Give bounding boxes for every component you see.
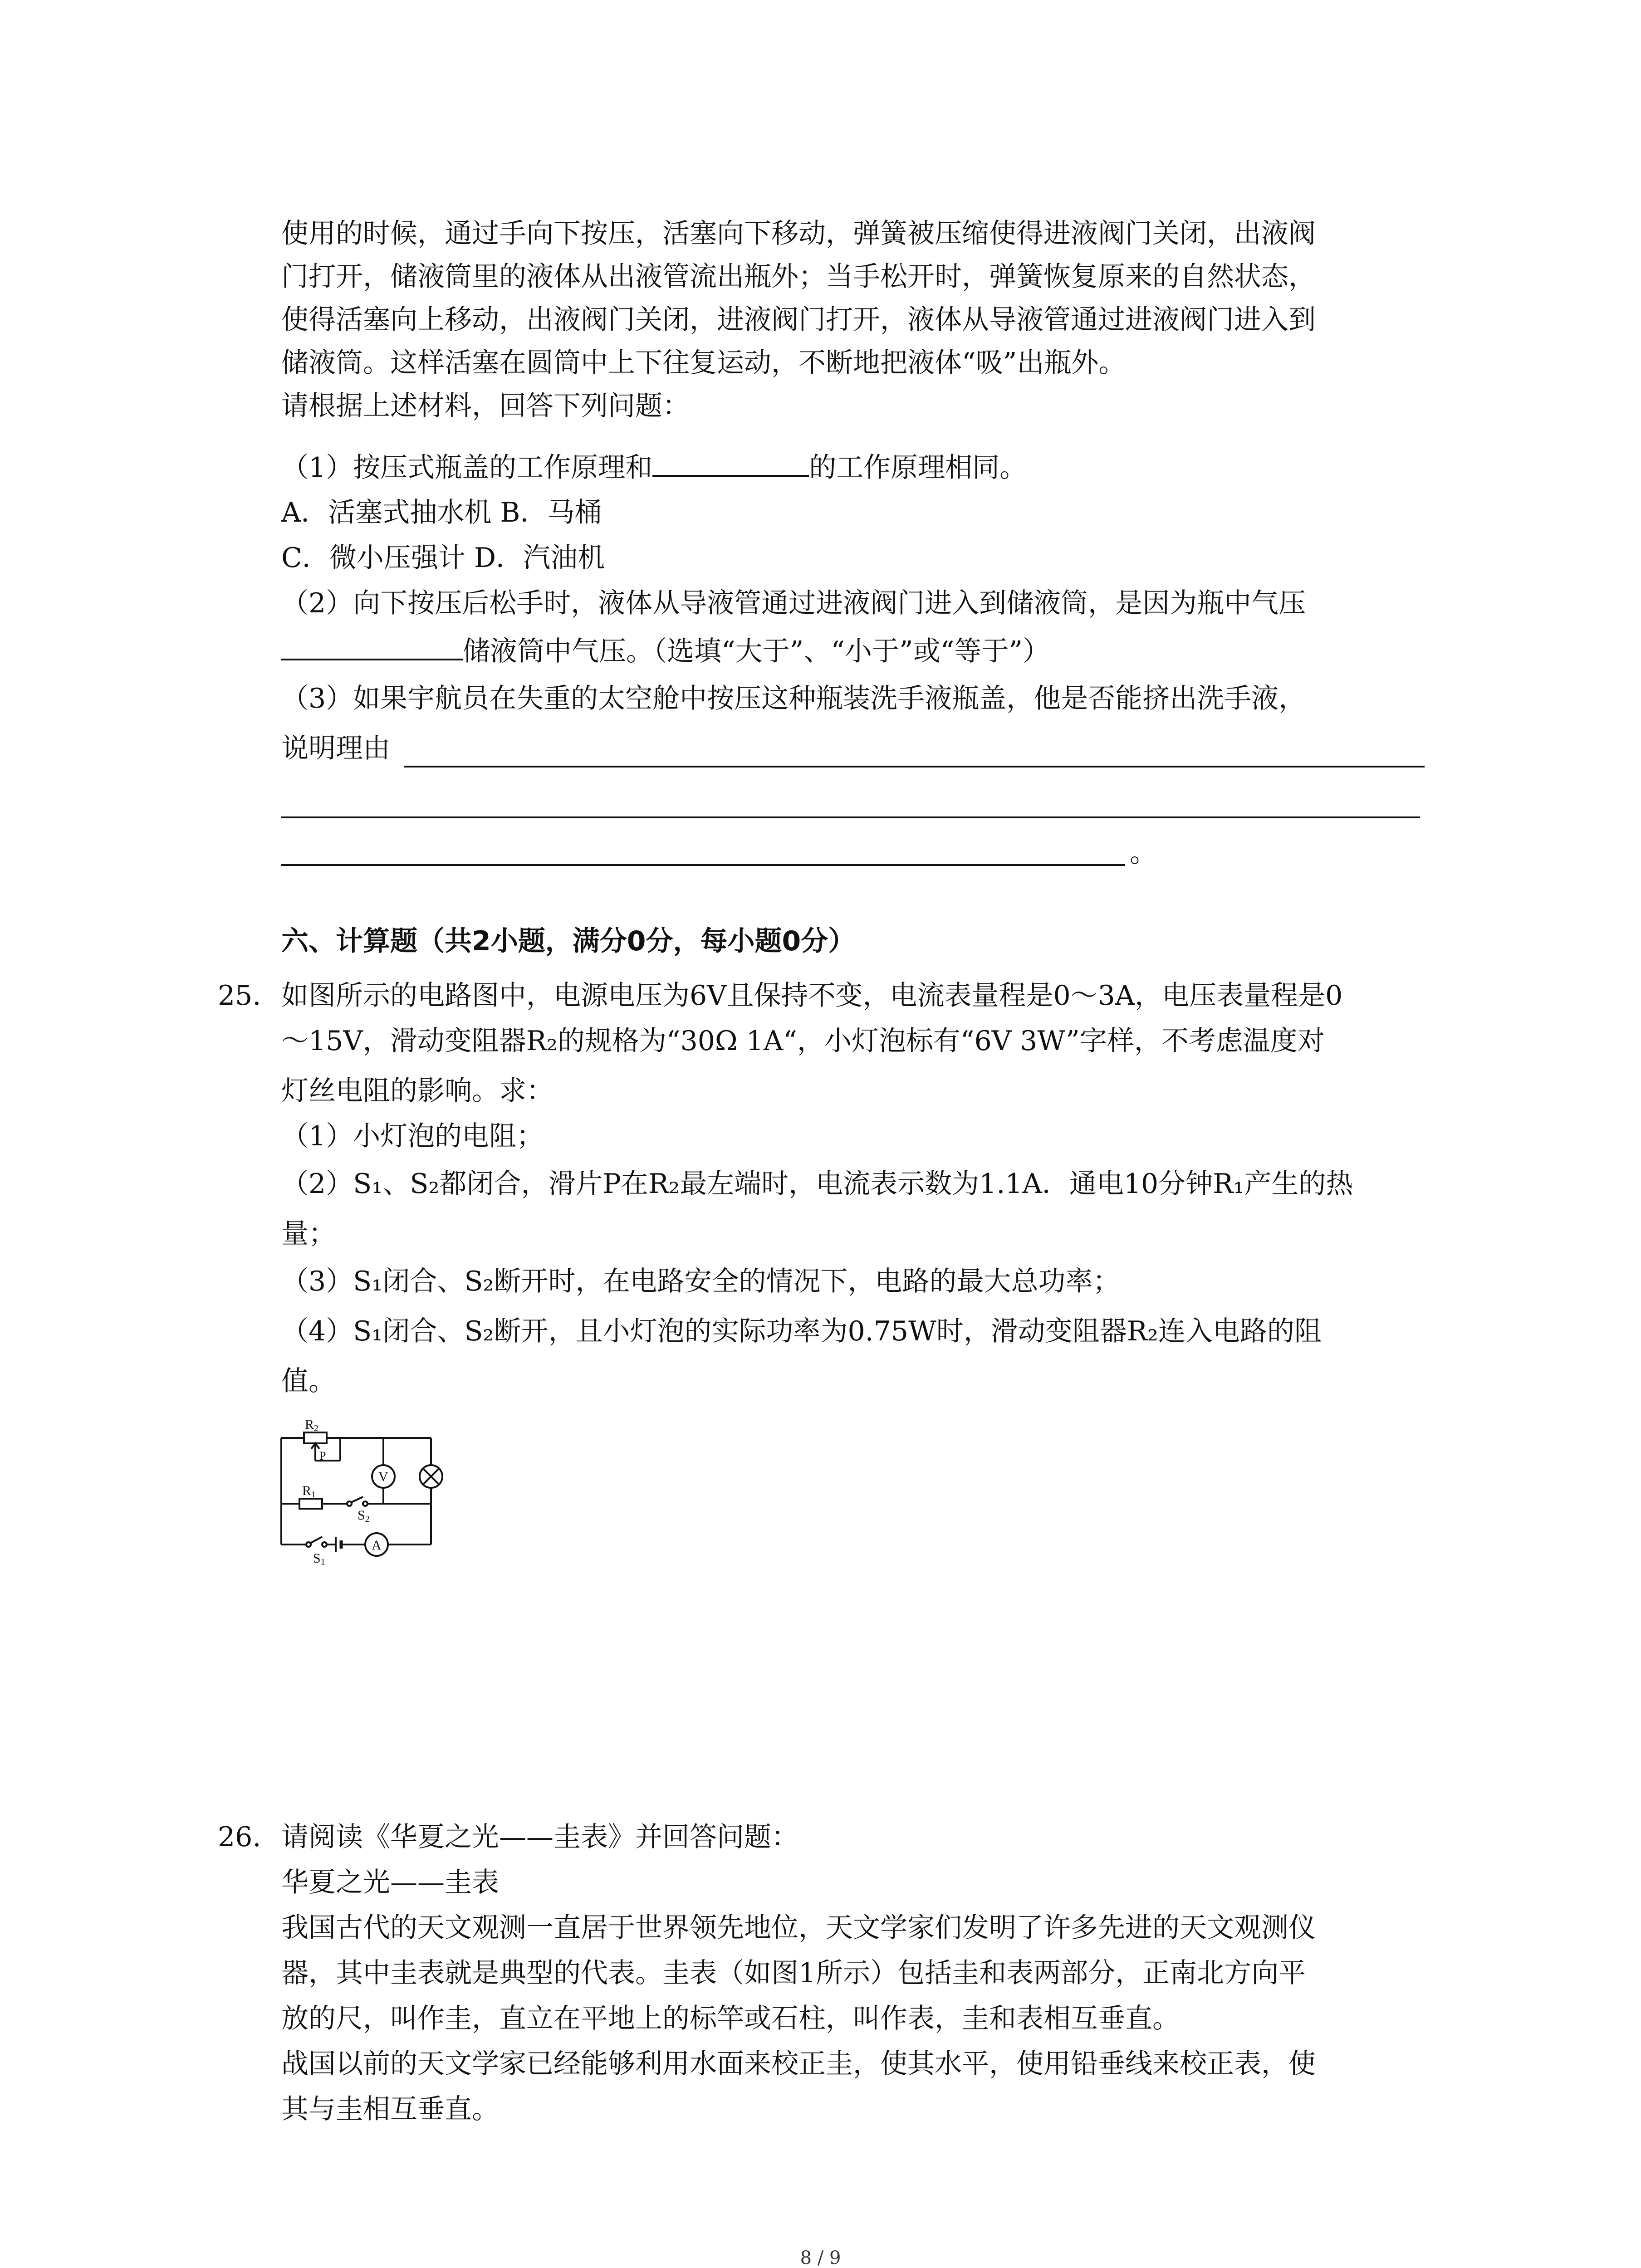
slider-label: P [319, 1449, 326, 1462]
passage-line-4: 储液筒。这样活塞在圆筒中上下往复运动，不断地把液体“吸”出瓶外。 [281, 347, 1126, 379]
q24-part2-line2 [281, 631, 1050, 670]
q26-number: 26. [218, 1821, 261, 1853]
q25-line-1: 如图所示的电路图中，电源电压为6V且保持不变，电流表量程是0～3A，电压表量程是0 [281, 980, 1343, 1012]
passage-line-2: 门打开，储液筒里的液体从出液管流出瓶外；当手松开时，弹簧恢复原来的自然状态， [281, 261, 1316, 293]
passage-line-3: 使得活塞向上移动，出液阀门关闭，进液阀门打开，液体从导液管通过进液阀门进入到 [281, 304, 1316, 336]
svg-text:R1 [302, 1483, 316, 1500]
passage-instruction: 请根据上述材料，回答下列问题： [281, 390, 690, 422]
q25-line-5: （2）S₁、S₂都闭合，滑片P在R₂最左端时，电流表示数为1.1A．通电10分钟R₁产生的热 [281, 1168, 1353, 1200]
q24-part2-text: 储液筒中气压。（选填“大于”、“小于”或“等于”） [463, 635, 1050, 667]
q24-answer-end: 。 [1130, 837, 1157, 869]
q25-line-6: 量； [281, 1218, 336, 1250]
q26-line-2: 华夏之光——圭表 [281, 1867, 499, 1898]
q25-number: 25. [218, 980, 261, 1012]
s1-sub: 1 [320, 1557, 325, 1567]
switch-s1 [310, 1537, 322, 1543]
q25-line-2: ～15V，滑动变阻器R₂的规格为“30Ω 1A“，小灯泡标有“6V 3W”字样，不考虑温度对 [281, 1025, 1325, 1057]
q25-line-9: 值。 [281, 1365, 336, 1397]
q24-part3-line2: 说明理由 [281, 733, 390, 764]
q26-line-4: 器，其中圭表就是典型的代表。圭表（如图1所示）包括圭和表两部分，正南北方向平 [281, 1957, 1306, 1989]
section-title: 六、计算题（共2小题，满分0分，每小题0分） [281, 925, 856, 957]
q24-part1-blank [652, 447, 809, 477]
ammeter-label: A [372, 1538, 382, 1553]
r1-label: R [302, 1483, 312, 1498]
s2-sub: 2 [365, 1514, 370, 1524]
q24-answer-line-2 [281, 816, 1420, 818]
q24-part1-after: 的工作原理相同。 [809, 452, 1027, 484]
resistor-r2 [304, 1432, 327, 1443]
q26-line-3: 我国古代的天文观测一直居于世界领先地位，天文学家们发明了许多先进的天文观测仪 [281, 1912, 1316, 1944]
s2-label: S [358, 1508, 365, 1523]
svg-text:S1 [313, 1551, 325, 1567]
q24-part2-line1: （2）向下按压后松手时，液体从导液管通过进液阀门进入到储液筒，是因为瓶中气压 [281, 587, 1306, 619]
q25-line-8: （4）S₁闭合、S₂断开，且小灯泡的实际功率为0.75W时，滑动变阻器R₂连入电路的阻 [281, 1315, 1322, 1347]
page-number: 8 / 9 [800, 2248, 841, 2268]
circuit-diagram [272, 1411, 445, 1574]
r1-sub: 1 [311, 1490, 316, 1500]
r2-sub: 2 [314, 1423, 319, 1433]
q24-part2-blank [281, 631, 463, 660]
q24-answer-line-1 [404, 766, 1425, 767]
q26-line-7: 其与圭相互垂直。 [281, 2093, 499, 2125]
q24-options-ab: A．活塞式抽水机 B．马桶 [281, 497, 602, 528]
svg-text:R2 [305, 1417, 318, 1433]
q26-line-1: 请阅读《华夏之光——圭表》并回答问题： [281, 1821, 798, 1853]
resistor-r1 [299, 1499, 322, 1509]
passage-line-1: 使用的时候，通过手向下按压，活塞向下移动，弹簧被压缩使得进液阀门关闭，出液阀 [281, 218, 1316, 249]
q24-options-cd: C．微小压强计 D．汽油机 [281, 542, 605, 574]
q24-answer-line-3 [281, 864, 1125, 866]
switch-s2 [351, 1497, 363, 1502]
s1-label: S [313, 1551, 321, 1566]
r2-label: R [305, 1417, 314, 1432]
svg-text:S2 [358, 1508, 370, 1524]
q25-line-7: （3）S₁闭合、S₂断开时，在电路安全的情况下，电路的最大总功率； [281, 1266, 1120, 1297]
q26-line-5: 放的尺，叫作圭，直立在平地上的标竿或石柱，叫作表，圭和表相互垂直。 [281, 2003, 1180, 2034]
q24-part1-before: （1）按压式瓶盖的工作原理和 [281, 452, 653, 484]
q25-line-4: （1）小灯泡的电阻； [281, 1120, 544, 1152]
voltmeter-label: V [378, 1469, 388, 1484]
q25-line-3: 灯丝电阻的影响。求： [281, 1075, 554, 1107]
q24-part1 [281, 447, 1027, 486]
q26-line-6: 战国以前的天文学家已经能够利用水面来校正圭，使其水平，使用铅垂线来校正表，使 [281, 2048, 1316, 2080]
q24-part3-line1: （3）如果宇航员在失重的太空舱中按压这种瓶装洗手液瓶盖，他是否能挤出洗手液， [281, 683, 1306, 714]
